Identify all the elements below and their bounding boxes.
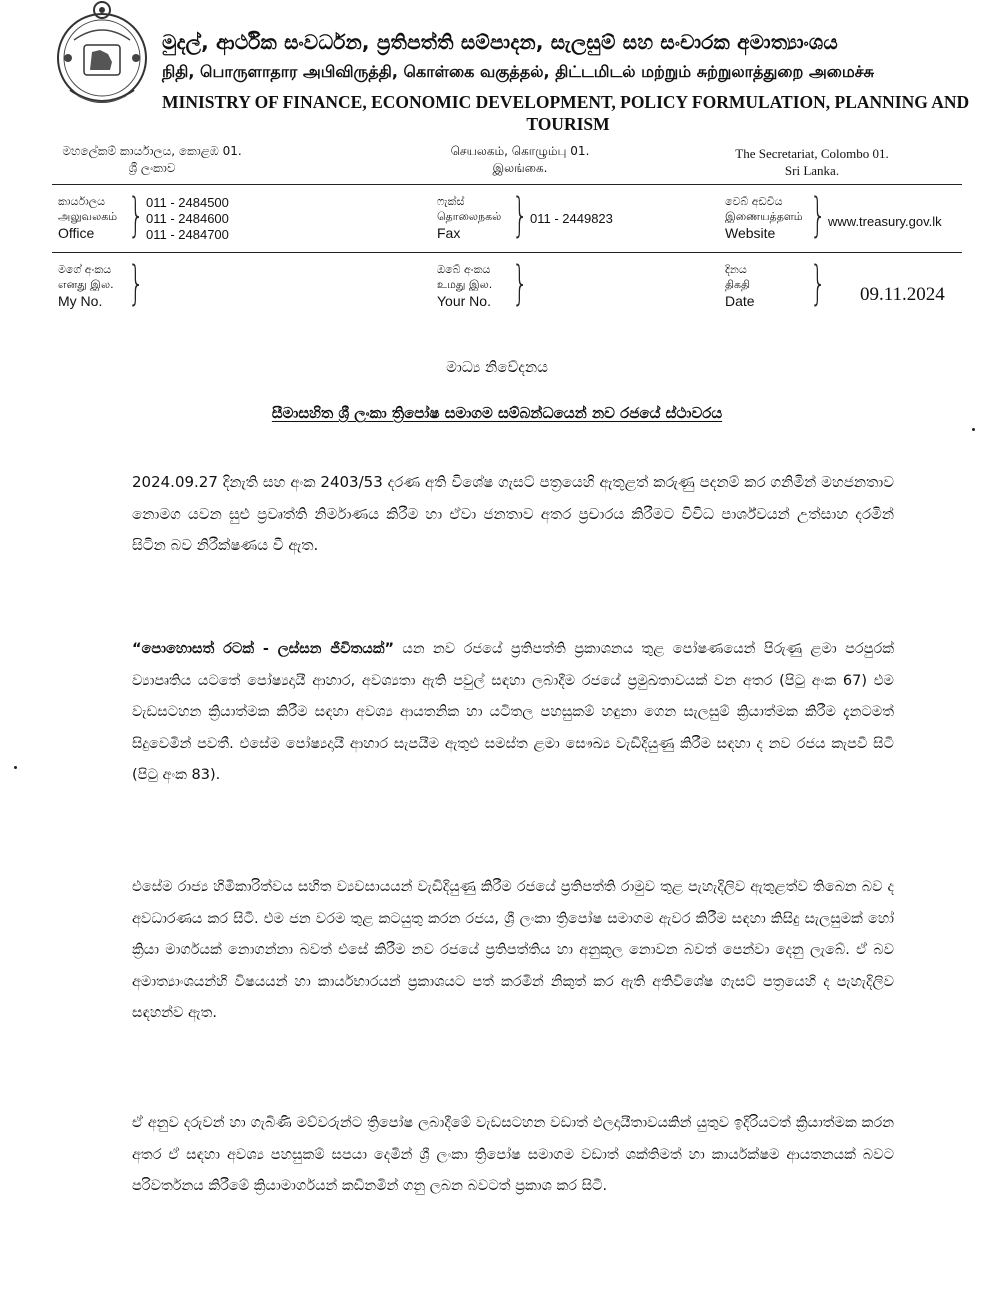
- office-label-sinhala: කාර්යාලය: [58, 195, 106, 208]
- ministry-name-english-line1: MINISTRY OF FINANCE, ECONOMIC DEVELOPMENT, POLICY FORMULATION, PLANNING AND: [162, 92, 970, 112]
- header-rule-bottom: [52, 252, 962, 253]
- ministry-name-sinhala: මුදල්, ආර්ථික සංවර්ධන, ප්‍රතිපත්ති සම්පාදන, සැලසුම් සහ සංචාරක අමාත්‍යාංශය: [162, 30, 838, 54]
- website-label: [725, 194, 803, 242]
- date-value: 09.11.2024: [860, 284, 945, 305]
- document-title-text: සීමාසහිත ශ්‍රී ලංකා ත්‍රිපෝෂ සමාගම සම්බන්ධයෙන් නව රජයේ ස්ථාවරය: [271, 404, 723, 422]
- office-number-1: 011 - 2484500: [146, 195, 229, 210]
- your-no-label-sinhala: ඔබේ අංකය: [437, 263, 491, 276]
- address-sinhala-line2: ශ්‍රී ලංකාව: [128, 161, 176, 175]
- address-sinhala-line1: මහලේකම් කාර්යාලය, කොළඹ 01.: [62, 144, 242, 158]
- document-title: [0, 404, 994, 422]
- office-number-2: 011 - 2484600: [146, 211, 229, 226]
- office-number-3: 011 - 2484700: [146, 227, 229, 242]
- ministry-name-english-line2: TOURISM: [526, 114, 610, 134]
- address-english-line2: Sri Lanka.: [784, 163, 840, 178]
- office-label-english: Office: [58, 225, 95, 241]
- website-brace: }: [810, 188, 827, 242]
- my-no-label-sinhala: මගේ අංකය: [58, 263, 112, 276]
- fax-number: 011 - 2449823: [530, 211, 613, 226]
- sri-lanka-emblem-icon: [52, 0, 152, 118]
- paragraph-2: [132, 634, 894, 792]
- website-label-tamil: இணையத்தளம்: [725, 210, 803, 223]
- address-tamil: [420, 143, 620, 177]
- your-no-label-english: Your No.: [437, 293, 491, 309]
- website-link[interactable]: www.treasury.gov.lk: [828, 214, 942, 229]
- my-no-brace: }: [128, 256, 145, 310]
- address-tamil-line1: செயலகம், கொழும்பு 01.: [450, 144, 590, 158]
- office-label: [58, 194, 117, 242]
- office-label-tamil: அலுவலகம்: [58, 210, 118, 223]
- paragraph-4: ඒ අනුව දරුවන් හා ගැබිණි මව්වරුන්ට ත්‍රිපෝෂ ලබාදීමේ වැඩසටහන වඩාත් ඵලදායීතාවයකින් යුතුව ඉදිරියටත් ක්‍රියාත්මක කරන අතර ඒ සඳහා අවශ්‍ය පහසුකම් සපයා දෙමින් ශ්‍රී ලංකා ත්‍රිපෝෂ සමාගම වඩාත් ශක්තිමත් හා කාර්යක්ෂම ආයතනයක් බවට පරිවර්තනය කිරීමේ ක්‍රියාමාර්ගයන් කඩිනමින් ගනු ලබන බවටත් ප්‍රකාශ කර සිටී.: [132, 1115, 894, 1194]
- your-no-label-tamil: உமது இல.: [437, 278, 493, 291]
- your-no-label: [437, 262, 492, 310]
- my-no-label: [58, 262, 114, 310]
- fax-label: [437, 194, 501, 242]
- date-brace: }: [810, 256, 827, 310]
- scan-speck: [14, 766, 17, 769]
- date-label-english: Date: [725, 293, 755, 309]
- address-english: [712, 145, 912, 179]
- fax-label-sinhala: ෆැක්ස්: [437, 195, 465, 208]
- address-tamil-line2: இலங்கை.: [492, 161, 548, 175]
- fax-brace: }: [512, 188, 529, 242]
- your-no-brace: }: [512, 256, 529, 310]
- document-type: මාධ්‍ය නිවේදනය: [446, 358, 548, 376]
- website-label-english: Website: [725, 225, 776, 241]
- scan-speck: [972, 428, 975, 431]
- my-no-label-english: My No.: [58, 293, 103, 309]
- address-sinhala: [52, 143, 252, 177]
- paragraph-2-text: යන නව රජයේ ප්‍රතිපත්ති ප්‍රකාශනය තුළ පෝෂණයෙන් පිරුණු ළමා පරපුරක් ව්‍යාපෘතිය යටතේ පෝෂ්‍යදායී ආහාර, අවශ්‍යතා ඇති පවුල් සඳහා ලබාදීම රජයේ ප්‍රමුඛතාවයක් වන අතර (පිටු අංක 67) එම වැඩසටහන ක්‍රියාත්මක කිරීම සඳහා අවශ්‍ය ආයතනික හා යටිතල පහසුකම් හඳුනා ගෙන සැලසුම් ක්‍රියාත්මක කිරීම දැනටමත් සිදුවෙමින් පවතී. එසේම පෝෂ්‍යදායී ආහාර සැපයීම ඇතුළු සමස්ත ළමා සෞඛ්‍ය වැඩිදියුණු කිරීම සඳහා ද නව රජය කැපවී සිටී (පිටු අංක 83).: [132, 641, 894, 783]
- date-label-sinhala: දිනය: [725, 263, 747, 276]
- ministry-name-tamil: நிதி, பொருளாதார அபிவிருத்தி, கொள்கை வகுத்தல், திட்டமிடல் மற்றும் சுற்றுலாத்துறை அமைச்சு: [162, 62, 875, 81]
- paragraph-1: 2024.09.27 දිනැති සහ අංක 2403/53 දරණ අති විශේෂ ගැසට් පත්‍රයෙහි ඇතුළත් කරුණු පදනම් කර ගනිමින් මහජනතාව නොමග යවන සුළු ප්‍රවෘත්ති නිර්මාණය කිරීම හා ඒවා ජනතාව අතර ප්‍රචාරය කිරීමට විවිධ පාර්ශ්වයන් උත්සාහ දරමින් සිටින බව නිරීක්ෂණය වී ඇත.: [132, 473, 894, 554]
- header-rule-top: [52, 184, 962, 185]
- office-brace: }: [128, 188, 145, 242]
- paragraph-2-slogan: “පොහොසත් රටක් - ලස්සන ජීවිතයක්”: [132, 641, 394, 657]
- paragraph-3: එසේම රාජ්‍ය හිමිකාරිත්වය සහිත ව්‍යවසායයන් වැඩිදියුණු කිරීම රජයේ ප්‍රතිපත්ති රාමුව තුළ පැහැදිලිව ඇතුළත්ව තිබෙන බව ද අවධාරණය කර සිටී. එම ජන වරම තුළ කටයුතු කරන රජය, ශ්‍රී ලංකා ත්‍රිපෝෂ සමාගම ඇවර කිරීම සඳහා කිසිදු සැලසුමක් හෝ ක්‍රියා මාර්ගයක් නොගන්නා බවත් එසේ කිරීම නව රජයේ ප්‍රතිපත්තිය හා අනුකූල නොවන බවත් පෙන්වා දෙනු ලැබේ. ඒ බව අමාත්‍යාංශයන්හි විෂයයන් හා කාර්යභාරයන් ප්‍රකාශයට පත් කරමින් නිකුත් කර ඇති අතිවිශේෂ ගැසට් පත්‍රයෙහි ද පැහැදිලිව සඳහන්ව ඇත.: [132, 879, 894, 1021]
- fax-label-tamil: தொலைநகல்: [437, 210, 502, 223]
- fax-label-english: Fax: [437, 225, 461, 241]
- website-label-sinhala: වෙබ් අඩවිය: [725, 195, 783, 208]
- date-label-tamil: திகதி: [725, 278, 751, 291]
- office-numbers: [146, 195, 229, 243]
- date-label: [725, 262, 755, 310]
- my-no-label-tamil: எனது இல.: [58, 278, 114, 291]
- address-english-line1: The Secretariat, Colombo 01.: [735, 146, 889, 161]
